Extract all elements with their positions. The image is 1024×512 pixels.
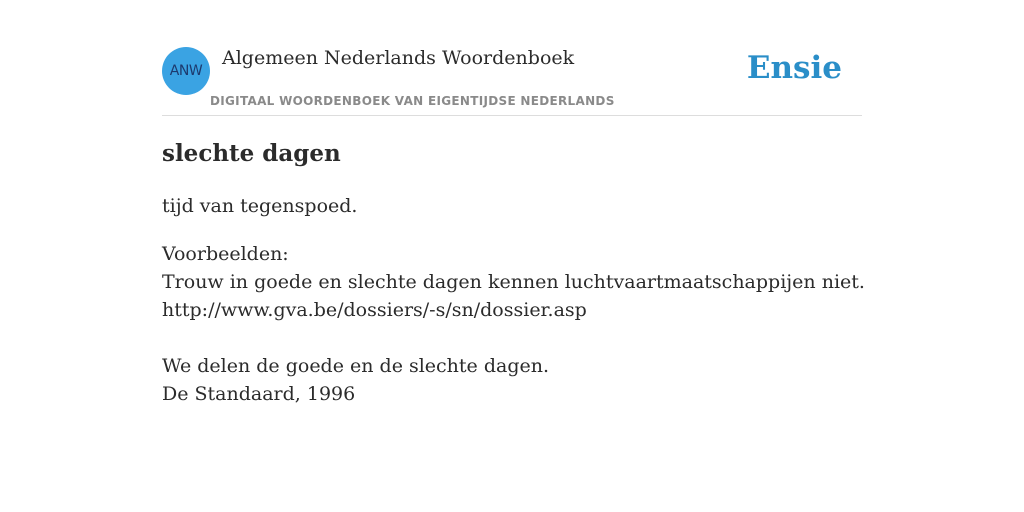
entry-definition: tijd van tegenspoed. xyxy=(162,195,358,217)
logo-text: ANW xyxy=(169,63,203,79)
header xyxy=(162,44,862,116)
examples-section xyxy=(162,240,865,408)
site-title[interactable]: Algemeen Nederlands Woordenboek xyxy=(222,47,575,69)
examples-label: Voorbeelden: xyxy=(162,243,289,265)
example-text: We delen de goede en de slechte dagen. xyxy=(162,355,550,377)
site-tagline: DIGITAAL WOORDENBOEK VAN EIGENTIJDSE NEDERLANDS xyxy=(210,94,615,108)
entry-term: slechte dagen xyxy=(162,140,341,167)
example-source: http://www.gva.be/dossiers/-s/sn/dossier.asp xyxy=(162,299,587,321)
anw-logo[interactable] xyxy=(162,47,210,95)
example-spacer xyxy=(162,324,865,352)
example-source: De Standaard, 1996 xyxy=(162,383,356,405)
ensie-brand-link[interactable]: Ensie xyxy=(746,50,842,86)
example-text: Trouw in goede en slechte dagen kennen luchtvaartmaatschappijen niet. xyxy=(162,271,865,293)
